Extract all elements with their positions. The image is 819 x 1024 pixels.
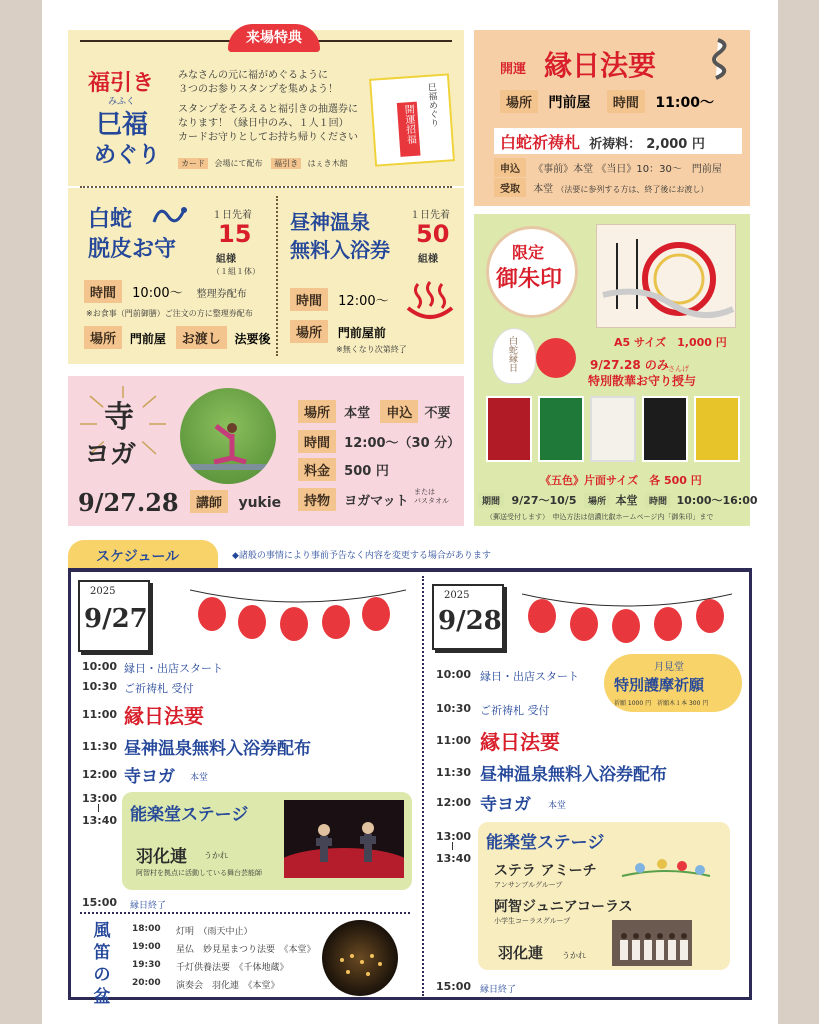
goshuin-place-label: 場所 bbox=[584, 493, 610, 508]
yoga-bring-note-2: バスタオル bbox=[414, 497, 449, 505]
d1-t1000: 10:00 bbox=[82, 660, 118, 673]
goma-title: 特別護摩祈願 bbox=[614, 676, 705, 694]
hakuja-title-1: 白蛇 bbox=[88, 206, 133, 232]
fuku-desc-1: みなさんの元に福がめぐるように bbox=[178, 70, 328, 81]
hakuja-per: （１組１体） bbox=[212, 267, 260, 276]
hakuja-place-row bbox=[84, 326, 271, 349]
hakuja-time-note: 整理券配布 bbox=[196, 289, 247, 300]
d2-e1100: 縁日法要 bbox=[480, 730, 560, 754]
d1-t1100: 11:00 bbox=[82, 708, 118, 721]
ennichi-fee: 2,000 円 bbox=[646, 137, 705, 152]
onsen-time-row bbox=[290, 288, 389, 311]
hakuja-unit: 組様 bbox=[216, 254, 236, 265]
hakuja-title-2: 脱皮お守 bbox=[88, 236, 177, 262]
fuku-title-1: 福引き bbox=[88, 70, 155, 96]
fuku-title-2: 巳福 bbox=[96, 110, 149, 140]
lot-text: はぇき木館 bbox=[307, 159, 348, 168]
yoga-bring-label: 持物 bbox=[298, 488, 336, 511]
d1-t1130: 11:30 bbox=[82, 740, 118, 753]
yoga-bring-row bbox=[298, 488, 409, 511]
ennichi-time-label: 時間 bbox=[607, 90, 645, 113]
yoga-place: 本堂 bbox=[344, 406, 371, 421]
goshuin-main-image bbox=[596, 224, 736, 328]
card-img-text-2: 開運招福 bbox=[397, 102, 421, 157]
bon-e4: 演奏会 羽化連 《本堂》 bbox=[176, 981, 280, 991]
ema-text: 白蛇縁日 bbox=[507, 336, 517, 372]
yoga-fee-label: 料金 bbox=[298, 458, 336, 481]
d2-t1000: 10:00 bbox=[436, 668, 472, 681]
hakuja-place: 門前屋 bbox=[129, 332, 166, 346]
goshuin-note: （郵送受付します） 申込方法は信濃比叡ホームページ内「御朱印」まで bbox=[486, 513, 714, 521]
day1-date: 9/27 bbox=[84, 604, 148, 634]
d1-time-bar bbox=[98, 804, 99, 812]
d2-time-bar bbox=[452, 842, 453, 850]
schedule-notice: ◆諸般の事情により事前予告なく内容を変更する場合があります bbox=[232, 551, 491, 561]
yoga-apply: 不要 bbox=[424, 406, 451, 421]
d1-t1500: 15:00 bbox=[82, 896, 118, 909]
d2-t1130: 11:30 bbox=[436, 766, 472, 779]
bon-photo bbox=[322, 920, 398, 996]
birds-illustration bbox=[618, 854, 712, 888]
fuku-card-image bbox=[369, 73, 455, 166]
yoga-place-row bbox=[298, 400, 450, 423]
schedule-tab: スケジュール bbox=[68, 540, 218, 570]
yoga-bring-note-1: または bbox=[414, 488, 435, 496]
goshuin-white bbox=[590, 396, 636, 462]
d1-stage-title: 能楽堂ステージ bbox=[130, 805, 249, 825]
d2-e1030: ご祈祷札 受付 bbox=[480, 704, 550, 717]
onsen-time: 12:00〜 bbox=[338, 294, 389, 309]
onsen-place: 門前屋前 bbox=[337, 326, 386, 340]
onsen-title-1: 昼神温泉 bbox=[290, 210, 370, 234]
onsen-note: ※無くなり次第終了 bbox=[336, 345, 407, 354]
ennichi-fee-label: 祈祷料： bbox=[589, 137, 642, 152]
ennichi-place: 門前屋 bbox=[548, 95, 591, 111]
ennichi-receive-note: （法要に参列する方は、終了後にお渡し） bbox=[556, 185, 709, 194]
bon-title: 風笛の盆 bbox=[93, 921, 111, 1007]
day2-lanterns bbox=[522, 588, 732, 648]
onsen-num: 50 bbox=[416, 220, 450, 248]
goshuin-five: 《五色》片面サイズ 各 500 円 bbox=[540, 474, 702, 487]
card-text: 会場にて配布 bbox=[214, 159, 263, 168]
d2-e1200: 寺ヨガ bbox=[480, 795, 531, 815]
ennichi-receive-label: 受取 bbox=[494, 178, 526, 197]
d2-p3: 羽化連 bbox=[498, 944, 544, 962]
goshuin-time-label: 時間 bbox=[645, 493, 671, 508]
d2-t1200: 12:00 bbox=[436, 796, 472, 809]
amulet-divider bbox=[276, 196, 278, 356]
goshuin-limited: 限定 bbox=[512, 243, 545, 262]
goshuin-time: 10:00〜16:00 bbox=[676, 494, 758, 507]
hakuja-time-label: 時間 bbox=[84, 280, 122, 303]
d2-stage-title: 能楽堂ステージ bbox=[486, 833, 605, 853]
d2-p2-sub: 小学生コーラスグループ bbox=[494, 917, 571, 925]
onsen-time-label: 時間 bbox=[290, 288, 328, 311]
goshuin-size: A5 サイズ 1,000 円 bbox=[614, 336, 727, 349]
ennichi-apply: 《事前》本堂 《当日》10：30〜 門前屋 bbox=[533, 164, 722, 175]
d2-p2: 阿智ジュニアコーラス bbox=[494, 899, 633, 915]
d1-e1030: ご祈祷札 受付 bbox=[124, 682, 194, 695]
lot-label: 福引き bbox=[271, 158, 301, 169]
bon-t3: 19:30 bbox=[132, 960, 161, 970]
d2-t1030: 10:30 bbox=[436, 702, 472, 715]
fuku-ruby: みふく bbox=[108, 97, 136, 107]
fuku-desc-2: ３つのお参りスタンプを集めよう！ bbox=[178, 84, 338, 95]
goshuin-place: 本堂 bbox=[615, 494, 638, 507]
d2-t1100: 11:00 bbox=[436, 734, 472, 747]
top-tab: 来場特典 bbox=[228, 24, 320, 52]
ennichi-kaiun: 開運 bbox=[500, 62, 527, 77]
d1-bon-divider bbox=[80, 912, 410, 914]
ennichi-fuda-row bbox=[494, 128, 742, 154]
day2-year: 2025 bbox=[444, 590, 470, 601]
fuku-title-3: めぐり bbox=[94, 142, 161, 168]
d1-stage-name: 羽化連 bbox=[136, 847, 187, 867]
goshuin-ruby: さんげ bbox=[668, 365, 689, 373]
yoga-time-row bbox=[298, 430, 460, 453]
d1-t1340: 13:40 bbox=[82, 814, 118, 827]
onsen-lead: １日先着 bbox=[410, 210, 450, 221]
goshuin-period-label: 期間 bbox=[478, 493, 504, 508]
hakuja-place-label: 場所 bbox=[84, 326, 122, 349]
yoga-teacher-label: 講師 bbox=[190, 490, 228, 513]
d2-e1000: 縁日・出店スタート bbox=[480, 670, 579, 683]
yoga-fee-row bbox=[298, 458, 389, 481]
fuku-desc-3: スタンプをそろえると福引きの抽選券に bbox=[178, 104, 358, 115]
d2-e1130: 昼神温泉無料入浴券配布 bbox=[480, 765, 667, 785]
yoga-teacher-row bbox=[190, 490, 281, 513]
day1-lanterns bbox=[190, 584, 406, 646]
hakuja-give-label: お渡し bbox=[176, 326, 227, 349]
ennichi-receive: 本堂 bbox=[533, 184, 554, 195]
hot-spring-icon bbox=[404, 280, 456, 328]
d1-e1500: 縁日終了 bbox=[130, 901, 167, 911]
chorus-photo bbox=[612, 920, 692, 966]
d2-e1200-sub: 本堂 bbox=[548, 801, 567, 811]
bon-t1: 18:00 bbox=[132, 924, 161, 934]
d1-e1100: 縁日法要 bbox=[124, 704, 204, 728]
goshuin-black bbox=[642, 396, 688, 462]
schedule-mid-divider bbox=[422, 576, 424, 996]
hakuja-num: 15 bbox=[218, 220, 252, 248]
onsen-place-label: 場所 bbox=[290, 320, 328, 343]
hakuja-time-row bbox=[84, 280, 247, 303]
five-color-goshuin bbox=[486, 396, 740, 464]
day2-date: 9/28 bbox=[438, 606, 502, 636]
onsen-title-2: 無料入浴券 bbox=[290, 238, 390, 262]
ennichi-receive-row bbox=[494, 178, 708, 197]
bon-t2: 19:00 bbox=[132, 942, 161, 952]
goshuin-period-row bbox=[478, 492, 758, 508]
ennichi-apply-row bbox=[494, 158, 722, 177]
yoga-title-1: 寺 bbox=[104, 400, 134, 435]
d1-t1300: 13:00 bbox=[82, 792, 118, 805]
goshuin-red bbox=[486, 396, 532, 462]
goma-fee: 祈願 1000 円 祈願木１本 300 円 bbox=[614, 700, 709, 707]
goshuin-period: 9/27〜10/5 bbox=[511, 494, 577, 507]
onsen-place-row bbox=[290, 320, 386, 343]
goshuin-title: 御朱印 bbox=[496, 266, 563, 292]
bon-t4: 20:00 bbox=[132, 978, 161, 988]
white-snake-icon bbox=[700, 36, 736, 84]
omamori-image bbox=[536, 338, 576, 378]
yoga-bring-note bbox=[414, 488, 449, 506]
yoga-bring: ヨガマット bbox=[344, 494, 409, 509]
d2-t1300: 13:00 bbox=[436, 830, 472, 843]
d1-e1200: 寺ヨガ bbox=[124, 767, 175, 787]
d2-p1: ステラ アミーチ bbox=[494, 863, 597, 879]
ennichi-apply-label: 申込 bbox=[494, 158, 526, 177]
goshuin-green bbox=[538, 396, 584, 462]
yoga-apply-label: 申込 bbox=[380, 400, 418, 423]
d1-t1200: 12:00 bbox=[82, 768, 118, 781]
d2-e1500: 縁日終了 bbox=[480, 985, 517, 995]
bon-e1: 灯明 （雨天中止） bbox=[176, 927, 253, 937]
snake-icon bbox=[150, 200, 190, 234]
goshuin-special: 特別散華お守り授与 bbox=[588, 374, 697, 388]
fuku-desc-4: なります！（縁日中のみ、１人１回） bbox=[178, 118, 349, 129]
d1-stage-photo bbox=[284, 800, 404, 878]
hakuja-give: 法要後 bbox=[234, 332, 271, 346]
d1-e1200-sub: 本堂 bbox=[190, 773, 209, 783]
d1-e1130: 昼神温泉無料入浴券配布 bbox=[124, 739, 311, 759]
fuku-desc-5: カードお守りとしてお持ち帰りください bbox=[178, 132, 358, 143]
bon-e3: 千灯供養法要 《千体地蔵》 bbox=[176, 963, 289, 973]
ennichi-info-row bbox=[500, 90, 714, 113]
ennichi-place-label: 場所 bbox=[500, 90, 538, 113]
d2-p3-ruby: うかれ bbox=[562, 951, 586, 960]
d1-e1000: 縁日・出店スタート bbox=[124, 662, 223, 675]
yoga-time-label: 時間 bbox=[298, 430, 336, 453]
ennichi-title: 縁日法要 bbox=[544, 49, 657, 82]
hakuja-time: 10:00〜 bbox=[132, 286, 183, 301]
yoga-teacher: yukie bbox=[238, 495, 282, 511]
d2-t1340: 13:40 bbox=[436, 852, 472, 865]
yoga-dates: 9/27.28 bbox=[78, 488, 179, 517]
goshuin-yellow bbox=[694, 396, 740, 462]
yoga-photo bbox=[180, 388, 276, 484]
d2-t1500: 15:00 bbox=[436, 980, 472, 993]
d1-stage-ruby: うかれ bbox=[204, 851, 228, 860]
ennichi-time: 11:00〜 bbox=[655, 95, 714, 111]
goma-place: 月見堂 bbox=[654, 662, 684, 673]
yoga-fee: 500 円 bbox=[344, 464, 389, 479]
yoga-title-2: ヨガ bbox=[84, 440, 137, 470]
card-img-text-1: 巳福めぐり bbox=[425, 82, 439, 128]
onsen-unit: 組様 bbox=[418, 254, 438, 265]
goshuin-only: 9/27.28 のみ bbox=[590, 358, 669, 372]
yoga-time: 12:00〜（30 分） bbox=[344, 436, 461, 451]
fuku-card-row bbox=[178, 158, 348, 169]
hakuja-note: ※お食事（門前御膳）ご注文の方に整理券配布 bbox=[86, 309, 253, 318]
yoga-place-label: 場所 bbox=[298, 400, 336, 423]
hakuja-lead: １日先着 bbox=[212, 210, 252, 221]
ennichi-fuda: 白蛇祈祷札 bbox=[500, 133, 581, 152]
card-label: カード bbox=[178, 158, 208, 169]
day1-year: 2025 bbox=[90, 586, 116, 597]
d1-stage-desc: 阿智村を拠点に活動している舞台芸能師 bbox=[136, 869, 262, 877]
d2-p1-sub: アンサンブルグループ bbox=[494, 881, 563, 889]
d1-t1030: 10:30 bbox=[82, 680, 118, 693]
bon-e2: 星仏 妙見星まつり法要 《本堂》 bbox=[176, 945, 316, 955]
